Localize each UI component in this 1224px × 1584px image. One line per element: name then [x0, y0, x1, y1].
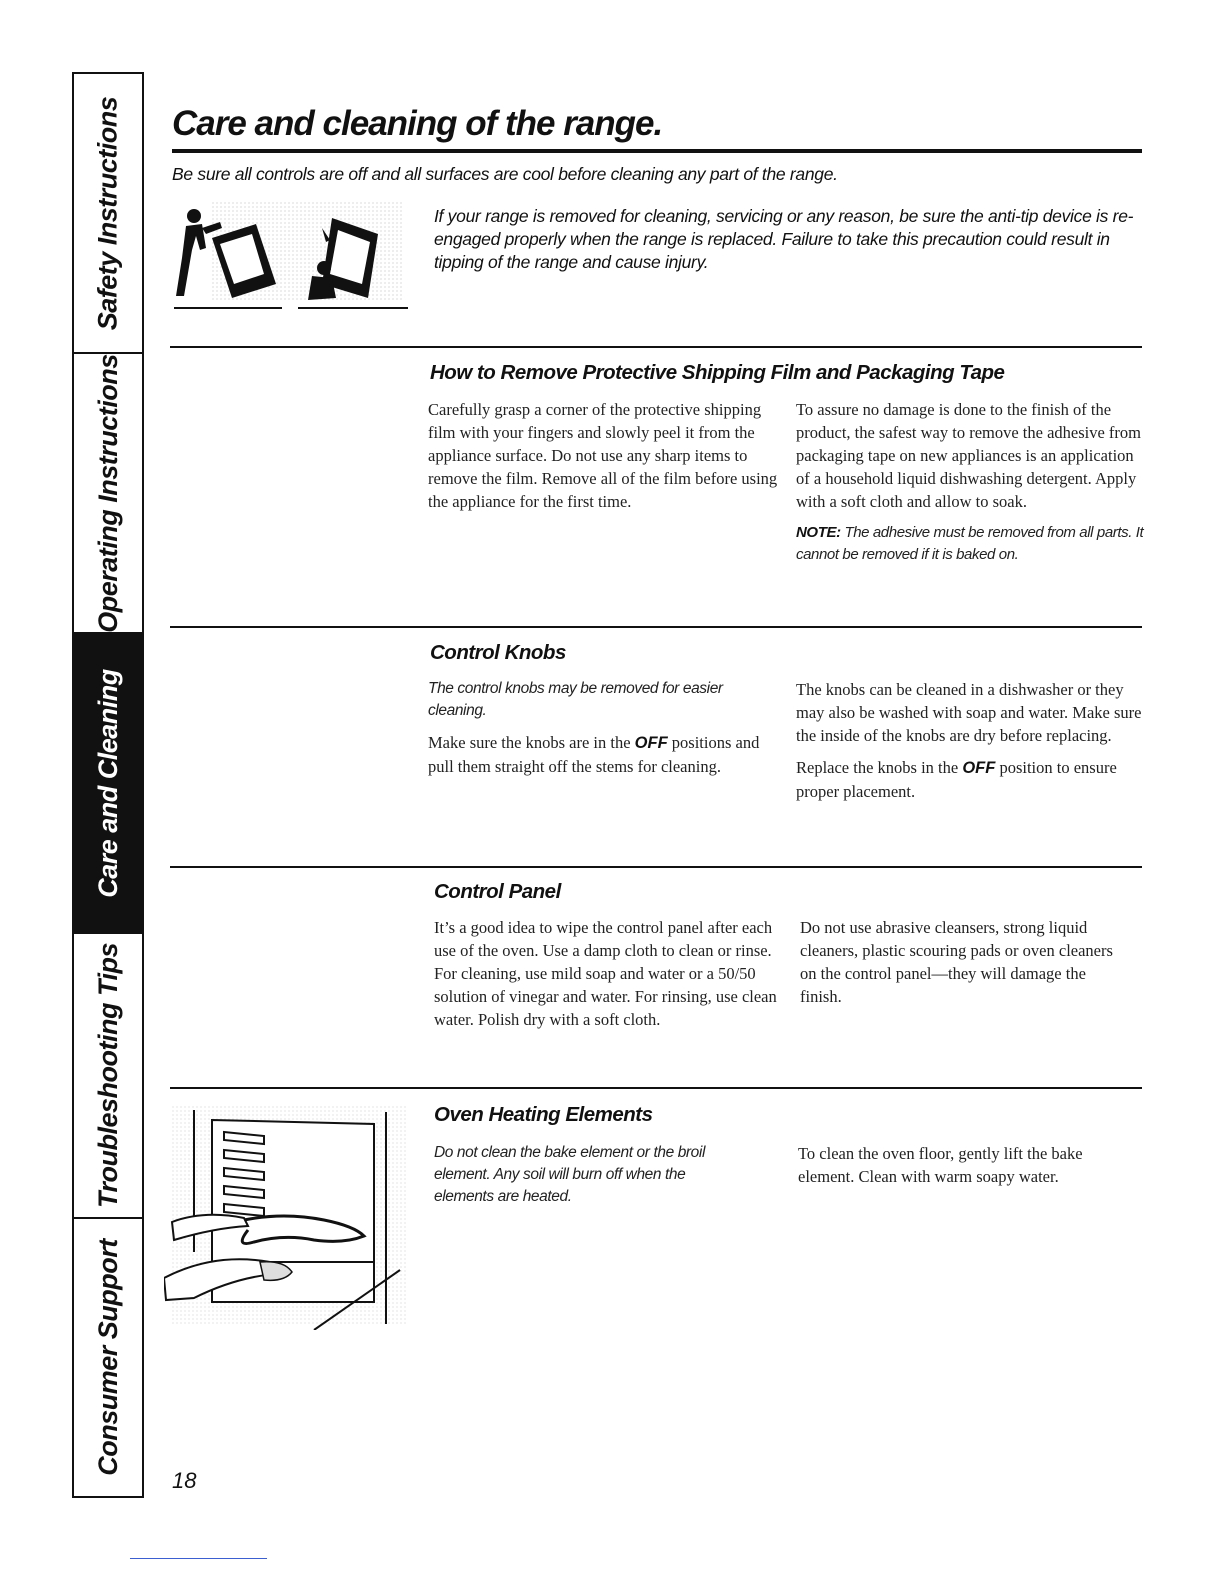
control-panel-left-column — [434, 916, 784, 1040]
control-knobs-right-column — [796, 678, 1146, 812]
knobs-removable-note: The control knobs may be removed for easier cleaning. — [428, 680, 723, 719]
note-label: NOTE: — [796, 524, 841, 541]
control-panel-right-column — [800, 916, 1120, 1017]
control-panel-warning: Do not use abrasive cleansers, strong liquid cleaners, plastic scouring pads or oven cleaners on the control panel—they will damage the finish. — [800, 918, 1113, 1006]
page-title: Care and cleaning of the range. — [172, 104, 663, 143]
heating-elements-warning: Do not clean the bake element or the broil element. Any soil will burn off when the elements are heated. — [434, 1144, 705, 1205]
section-heading-oven-heating-elements: Oven Heating Elements — [434, 1103, 653, 1126]
shipping-film-instructions: Carefully grasp a corner of the protective shipping film with your fingers and slowly peel it from the appliance surface. Do not use any sharp items to remove the film. Remove all of the film before using the appliance for the first time. — [428, 400, 778, 511]
tab-safety-instructions[interactable]: Safety Instructions — [74, 74, 142, 354]
tab-care-and-cleaning[interactable]: Care and Cleaning — [74, 634, 142, 934]
tab-consumer-support[interactable]: Consumer Support — [92, 1239, 123, 1476]
section-divider — [170, 346, 1142, 348]
title-divider — [172, 149, 1142, 153]
section-heading-shipping-film: How to Remove Protective Shipping Film and Packaging Tape — [430, 361, 1005, 384]
knobs-off-instructions: Make sure the knobs are in the OFF positions and pull them straight off the stems for cleaning. — [428, 733, 760, 776]
off-keyword: OFF — [634, 734, 668, 752]
tab-troubleshooting-tips[interactable]: Troubleshooting Tips — [74, 934, 142, 1219]
range-tipping-illustration — [172, 198, 412, 316]
oven-floor-instructions: To clean the oven floor, gently lift the bake element. Clean with warm soapy water. — [798, 1144, 1083, 1186]
shipping-film-left-column — [428, 398, 778, 522]
section-divider — [170, 866, 1142, 868]
section-divider — [170, 626, 1142, 628]
packaging-tape-instructions: To assure no damage is done to the finish of the product, the safest way to remove the adhesive from packaging tape on new appliances is an application of a household liquid dishwashing detergent. Apply with a soft cloth and allow to soak. — [796, 400, 1142, 511]
off-keyword: OFF — [962, 759, 996, 777]
control-panel-cleaning-instructions: It’s a good idea to wipe the control panel after each use of the oven. Use a damp cloth to clean or rinse. For cleaning, use mild soap and water or a 50/50 solution of vinegar and water. For rinsing, use clean water. Polish dry with a soft cloth. — [434, 918, 777, 1029]
shipping-film-right-column — [796, 398, 1146, 575]
heating-elements-right-column — [798, 1142, 1098, 1197]
section-divider — [170, 1087, 1142, 1089]
page-number: 18 — [172, 1468, 197, 1493]
adhesive-note — [796, 522, 1146, 566]
knobs-washing-instructions: The knobs can be cleaned in a dishwasher or they may also be washed with soap and water. Make sure the inside of the knobs are dry before replacing. — [796, 680, 1142, 745]
heating-elements-left-column — [434, 1142, 734, 1217]
knobs-replace-instructions: Replace the knobs in the OFF position to ensure proper placement. — [796, 758, 1117, 801]
note-text: The adhesive must be removed from all parts. It cannot be removed if it is baked on. — [796, 524, 1144, 563]
anti-tip-warning: If your range is removed for cleaning, servicing or any reason, be sure the anti-tip device is re-engaged properly when the range is replaced. Failure to take this precaution could result in tipping of the range and cause injury. — [434, 206, 1134, 272]
control-knobs-left-column — [428, 678, 763, 787]
tab-operating-instructions[interactable]: Operating Instructions — [74, 354, 142, 634]
side-tab-bar — [72, 72, 144, 1498]
intro-text: Be sure all controls are off and all surfaces are cool before cleaning any part of the range. — [172, 164, 838, 184]
section-heading-control-knobs: Control Knobs — [430, 641, 566, 664]
footer-line — [130, 1558, 267, 1559]
oven-bake-element-illustration — [164, 1102, 410, 1330]
section-heading-control-panel: Control Panel — [434, 880, 561, 903]
